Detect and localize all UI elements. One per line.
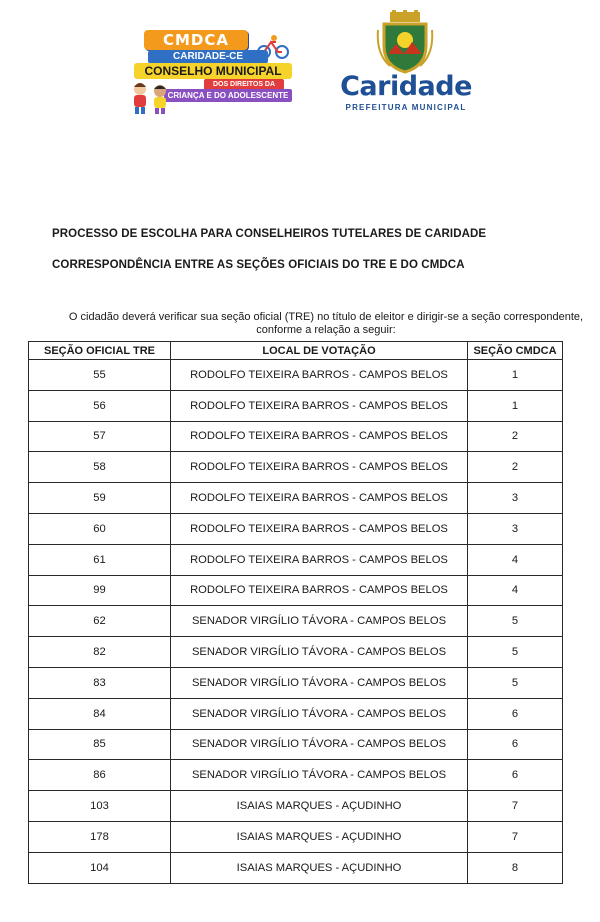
cell-cmdca-section: 6 — [468, 698, 563, 729]
table-row — [29, 390, 563, 421]
table-row — [29, 698, 563, 729]
cell-tre-section: 82 — [29, 637, 171, 668]
cell-cmdca-section: 7 — [468, 821, 563, 852]
caridade-subtitle: PREFEITURA MUNICIPAL — [345, 103, 467, 112]
cell-voting-location: RODOLFO TEIXEIRA BARROS - CAMPOS BELOS — [171, 360, 468, 391]
cell-voting-location: SENADOR VIRGÍLIO TÁVORA - CAMPOS BELOS — [171, 760, 468, 791]
cell-cmdca-section: 4 — [468, 544, 563, 575]
cell-cmdca-section: 3 — [468, 513, 563, 544]
cell-tre-section: 104 — [29, 852, 171, 883]
cell-tre-section: 178 — [29, 821, 171, 852]
cell-cmdca-section: 6 — [468, 729, 563, 760]
table-header-row — [29, 342, 563, 360]
cell-voting-location: RODOLFO TEIXEIRA BARROS - CAMPOS BELOS — [171, 421, 468, 452]
cell-cmdca-section: 5 — [468, 637, 563, 668]
cell-tre-section: 55 — [29, 360, 171, 391]
cell-tre-section: 56 — [29, 390, 171, 421]
cmdca-council: CONSELHO MUNICIPAL — [134, 63, 292, 79]
table-row — [29, 729, 563, 760]
header-tre-section: SEÇÃO OFICIAL TRE — [29, 342, 171, 360]
header-voting-location: LOCAL DE VOTAÇÃO — [171, 342, 468, 360]
caridade-name: Caridade — [340, 71, 472, 102]
cell-cmdca-section: 4 — [468, 575, 563, 606]
children-icon — [126, 81, 176, 115]
cell-cmdca-section: 8 — [468, 852, 563, 883]
cell-tre-section: 99 — [29, 575, 171, 606]
table-row — [29, 667, 563, 698]
cell-voting-location: ISAIAS MARQUES - AÇUDINHO — [171, 791, 468, 822]
table-row — [29, 637, 563, 668]
cell-voting-location: RODOLFO TEIXEIRA BARROS - CAMPOS BELOS — [171, 390, 468, 421]
cmdca-rights: DOS DIREITOS DA — [204, 79, 284, 90]
cell-voting-location: SENADOR VIRGÍLIO TÁVORA - CAMPOS BELOS — [171, 667, 468, 698]
cmdca-logo — [126, 26, 294, 116]
cell-voting-location: SENADOR VIRGÍLIO TÁVORA - CAMPOS BELOS — [171, 637, 468, 668]
cell-tre-section: 85 — [29, 729, 171, 760]
document-title: PROCESSO DE ESCOLHA PARA CONSELHEIROS TUTELARES DE CARIDADE — [52, 228, 487, 240]
cell-tre-section: 103 — [29, 791, 171, 822]
header-cmdca-section: SEÇÃO CMDCA — [468, 342, 563, 360]
cell-voting-location: ISAIAS MARQUES - AÇUDINHO — [171, 821, 468, 852]
cell-cmdca-section: 5 — [468, 606, 563, 637]
cell-voting-location: SENADOR VIRGÍLIO TÁVORA - CAMPOS BELOS — [171, 729, 468, 760]
table-row — [29, 575, 563, 606]
table-row — [29, 606, 563, 637]
table-row — [29, 791, 563, 822]
intro-line-2: conforme a relação a seguir: — [256, 324, 396, 336]
cell-tre-section: 59 — [29, 483, 171, 514]
cell-cmdca-section: 6 — [468, 760, 563, 791]
cmdca-children: CRIANÇA E DO ADOLESCENTE — [164, 89, 292, 102]
cell-tre-section: 86 — [29, 760, 171, 791]
table-row — [29, 821, 563, 852]
table-row — [29, 452, 563, 483]
cell-tre-section: 57 — [29, 421, 171, 452]
table-row — [29, 421, 563, 452]
cell-tre-section: 60 — [29, 513, 171, 544]
section-correspondence-table — [28, 341, 563, 884]
cell-cmdca-section: 1 — [468, 390, 563, 421]
caridade-logo — [336, 10, 476, 116]
cmdca-city: CARIDADE-CE — [148, 50, 268, 64]
cell-voting-location: RODOLFO TEIXEIRA BARROS - CAMPOS BELOS — [171, 483, 468, 514]
cell-voting-location: ISAIAS MARQUES - AÇUDINHO — [171, 852, 468, 883]
cell-cmdca-section: 1 — [468, 360, 563, 391]
cell-cmdca-section: 5 — [468, 667, 563, 698]
cell-voting-location: RODOLFO TEIXEIRA BARROS - CAMPOS BELOS — [171, 513, 468, 544]
cell-tre-section: 83 — [29, 667, 171, 698]
table-row — [29, 760, 563, 791]
cell-voting-location: RODOLFO TEIXEIRA BARROS - CAMPOS BELOS — [171, 575, 468, 606]
cell-tre-section: 62 — [29, 606, 171, 637]
intro-line-1: O cidadão deverá verificar sua seção oficial (TRE) no título de eleitor e dirigir-se a seção correspondente, — [68, 311, 584, 323]
cell-voting-location: RODOLFO TEIXEIRA BARROS - CAMPOS BELOS — [171, 544, 468, 575]
cell-voting-location: SENADOR VIRGÍLIO TÁVORA - CAMPOS BELOS — [171, 698, 468, 729]
cell-cmdca-section: 3 — [468, 483, 563, 514]
table-row — [29, 544, 563, 575]
cell-tre-section: 58 — [29, 452, 171, 483]
intro-text — [52, 311, 600, 337]
table-row — [29, 360, 563, 391]
cell-voting-location: RODOLFO TEIXEIRA BARROS - CAMPOS BELOS — [171, 452, 468, 483]
cell-voting-location: SENADOR VIRGÍLIO TÁVORA - CAMPOS BELOS — [171, 606, 468, 637]
table-row — [29, 513, 563, 544]
table-row — [29, 483, 563, 514]
cell-cmdca-section: 7 — [468, 791, 563, 822]
cell-cmdca-section: 2 — [468, 452, 563, 483]
cmdca-title: CMDCA — [144, 30, 248, 50]
cell-cmdca-section: 2 — [468, 421, 563, 452]
cell-tre-section: 84 — [29, 698, 171, 729]
coat-of-arms-icon — [376, 10, 434, 74]
table-row — [29, 852, 563, 883]
document-subtitle: CORRESPONDÊNCIA ENTRE AS SEÇÕES OFICIAIS DO TRE E DO CMDCA — [52, 259, 465, 271]
cell-tre-section: 61 — [29, 544, 171, 575]
